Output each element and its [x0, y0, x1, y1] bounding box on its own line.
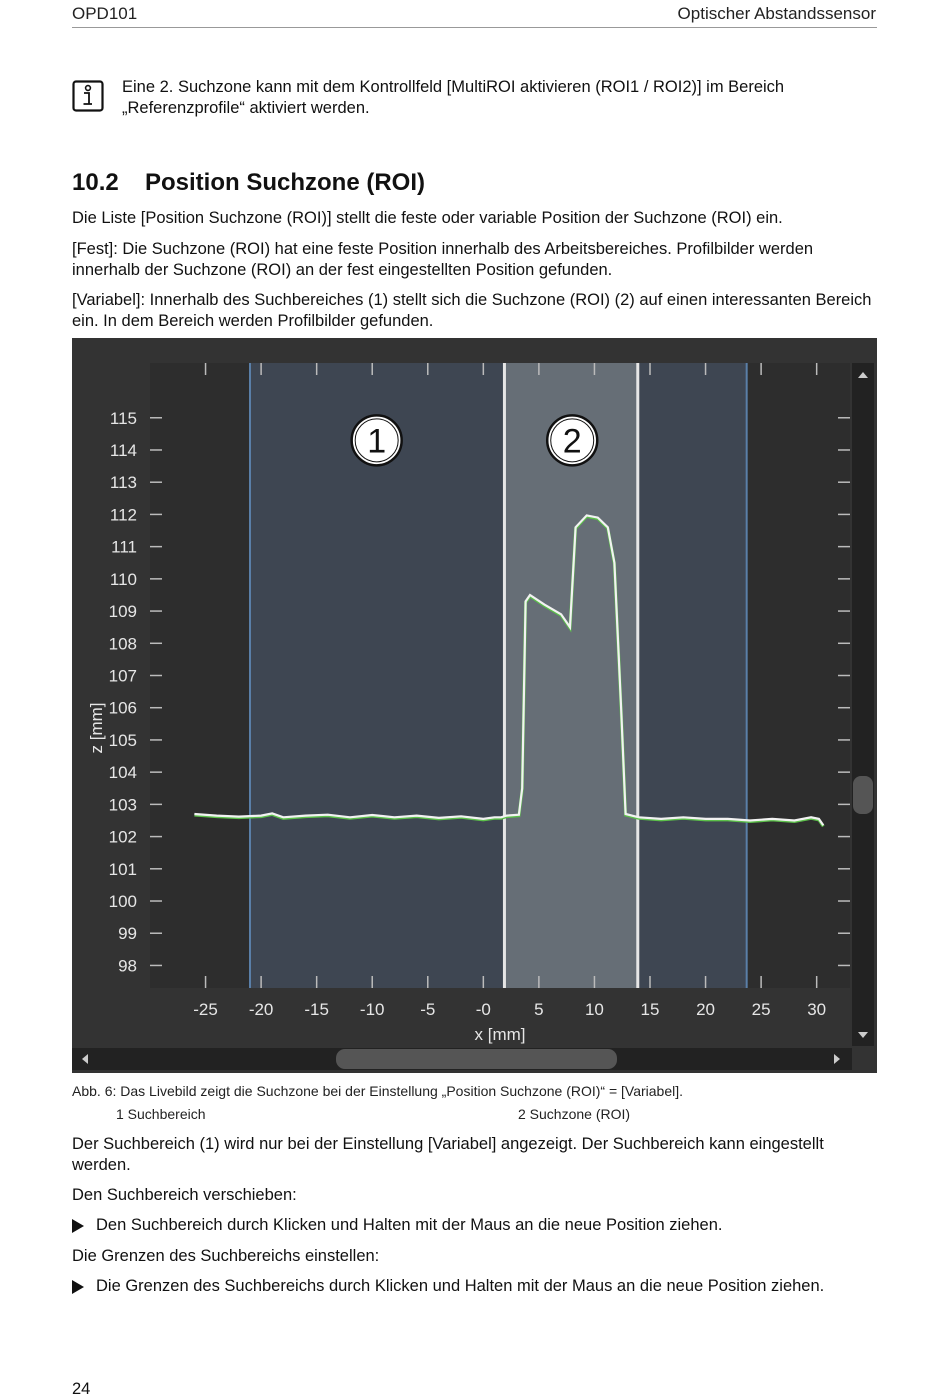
- y-tick-label: 101: [108, 859, 137, 879]
- arrow-icon: [72, 1219, 84, 1233]
- live-image-window: [72, 338, 877, 1073]
- y-tick-label: 100: [108, 892, 137, 912]
- y-tick-label: 110: [109, 569, 137, 589]
- instruction-text: Den Suchbereich durch Klicken und Halten mit der Maus an die neue Position ziehen.: [96, 1216, 723, 1234]
- y-tick-label: 105: [108, 730, 137, 750]
- horizontal-scroll-thumb[interactable]: [336, 1049, 617, 1069]
- note-text: Eine 2. Suchzone kann mit dem Kontrollfeld [MultiROI aktivieren (ROI1 / ROI2)] im Bereich „Referenzprofile“ aktiviert werden.: [122, 78, 785, 117]
- y-tick-label: 98: [118, 956, 137, 976]
- header-left: OPD101: [72, 4, 138, 23]
- marker-label: 1: [367, 422, 387, 461]
- y-tick-label: 104: [108, 763, 137, 783]
- x-tick-label: -15: [304, 1000, 329, 1019]
- paragraph: [Fest]: Die Suchzone (ROI) hat eine feste Position innerhalb des Arbeitsbereiches. Profilbilder werden innerhalb der Suchzone (ROI) an der fest eingestellten Position gefunden.: [72, 240, 814, 279]
- x-axis-label: x [mm]: [474, 1025, 526, 1044]
- section-number: 10.2: [72, 169, 119, 196]
- profile-chart: [72, 338, 877, 1073]
- x-tick-label: -0: [475, 1000, 491, 1019]
- y-tick-label: 114: [109, 440, 137, 460]
- instruction-text: Die Grenzen des Suchbereichs durch Klicken und Halten mit der Maus an die neue Position ziehen.: [96, 1277, 825, 1295]
- marker-label: 2: [562, 422, 582, 461]
- vertical-scrollbar[interactable]: [852, 363, 874, 1046]
- x-tick-label: -20: [248, 1000, 274, 1019]
- paragraph: Den Suchbereich verschieben:: [72, 1186, 297, 1204]
- arrow-icon: [72, 1280, 84, 1294]
- y-tick-label: 108: [108, 634, 137, 654]
- legend-item-search-range: 1 Suchbereich: [116, 1106, 206, 1122]
- y-axis-label: z [mm]: [87, 702, 106, 754]
- x-tick-label: -10: [359, 1000, 385, 1019]
- search-range-area[interactable]: [250, 363, 747, 988]
- x-tick-label: -5: [420, 1000, 436, 1019]
- vertical-scroll-thumb[interactable]: [853, 776, 873, 814]
- page-number: 24: [72, 1380, 91, 1398]
- paragraph: Die Grenzen des Suchbereichs einstellen:: [72, 1247, 380, 1265]
- header-rule: [72, 27, 877, 28]
- y-tick-label: 106: [108, 698, 137, 718]
- legend-item-roi: 2 Suchzone (ROI): [518, 1106, 631, 1122]
- y-tick-label: 103: [108, 795, 137, 815]
- header-right: Optischer Abstandssensor: [677, 4, 876, 23]
- info-icon: [72, 80, 104, 112]
- y-tick-label: 115: [109, 408, 137, 428]
- y-tick-label: 112: [109, 505, 137, 525]
- y-tick-label: 111: [111, 537, 137, 557]
- y-tick-label: 109: [108, 602, 137, 622]
- paragraph: Der Suchbereich (1) wird nur bei der Einstellung [Variabel] angezeigt. Der Suchbereich kann eingestellt werden.: [72, 1135, 824, 1174]
- y-tick-label: 99: [118, 924, 137, 944]
- x-tick-label: 25: [751, 1000, 771, 1019]
- y-tick-label: 102: [108, 827, 137, 847]
- x-tick-label: 10: [584, 1000, 604, 1019]
- paragraph: Die Liste [Position Suchzone (ROI)] stellt die feste oder variable Position der Suchzone (ROI) ein.: [72, 209, 783, 227]
- x-tick-label: -25: [193, 1000, 218, 1019]
- x-tick-label: 15: [640, 1000, 660, 1019]
- paragraph: [Variabel]: Innerhalb des Suchbereiches (1) stellt sich die Suchzone (ROI) (2) auf einen interessanten Bereich ein. In dem Bereich werden Profilbilder gefunden.: [72, 291, 872, 330]
- y-tick-label: 107: [108, 666, 137, 686]
- x-tick-label: 20: [696, 1000, 716, 1019]
- figure-caption: Abb. 6: Das Livebild zeigt die Suchzone bei der Einstellung „Position Suchzone (ROI)“ = [Variabel].: [72, 1083, 684, 1099]
- section-title: Position Suchzone (ROI): [145, 169, 425, 196]
- section-heading: [72, 169, 425, 197]
- y-tick-label: 113: [109, 473, 137, 493]
- x-tick-label: 30: [807, 1000, 827, 1019]
- x-tick-label: 5: [534, 1000, 544, 1019]
